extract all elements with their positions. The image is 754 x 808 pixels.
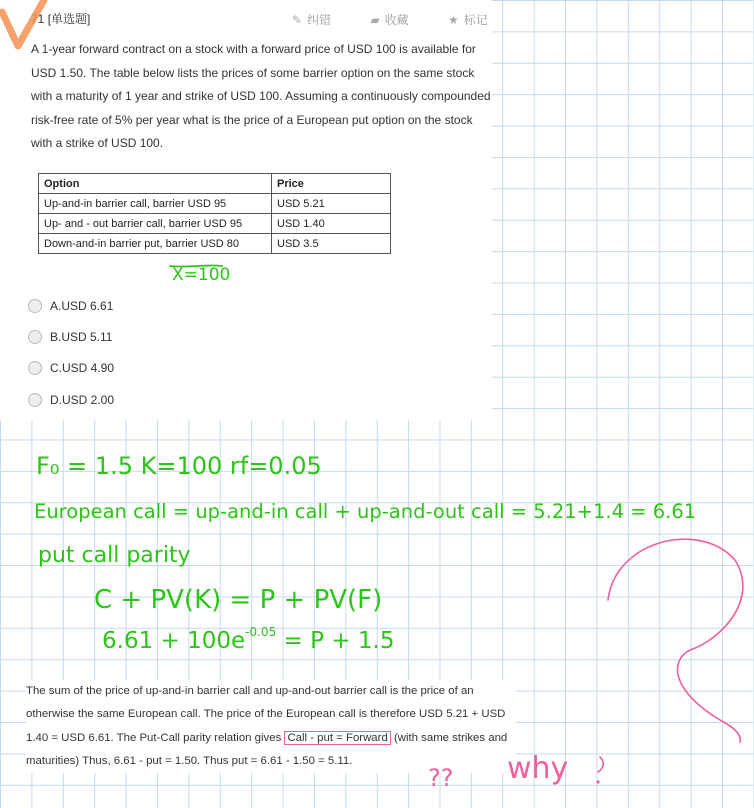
radio-button[interactable] [28,330,42,344]
table-cell: Down-and-in barrier put, barrier USD 80 [39,234,272,254]
table-row [39,194,391,214]
choice-label: B.USD 5.11 [50,330,113,344]
barrier-option-table [38,173,391,254]
choice-d[interactable] [28,393,114,407]
choice-c[interactable] [28,361,114,375]
double-question-marks: ?? [428,764,454,792]
mark-label: 标记 [463,13,488,27]
explanation-text-end: (with same strikes and maturities) Thus, 6.61 - put = 1.50. Thus put = 6.61 - 1.50 = 5.11. [26,731,508,767]
why-note: why [507,751,569,786]
radio-button[interactable] [28,361,42,375]
hand-line-5a: 6.61 + 100e [102,628,246,654]
hand-line-5c: = P + 1.5 [276,628,395,654]
hand-line-4: C + PV(K) = P + PV(F) [94,585,383,615]
bookmark-icon: ▰ [370,13,380,27]
table-cell: USD 1.40 [272,214,391,234]
table-cell: USD 3.5 [272,234,391,254]
choice-label: C.USD 4.90 [50,361,115,375]
why-question-dot [596,780,599,783]
table-row [39,234,391,254]
pencil-icon: ✎ [292,13,303,27]
table-header-row [39,174,391,194]
hand-line-5 [102,625,394,654]
question-text: A 1-year forward contract on a stock with a forward price of USD 100 is available for USD 1.50. The table below lists the prices of some barrier option on the same stock with a maturity of 1 year and strike of USD 100. Assuming a continuously compounded risk-free rate of 5% per year what is the price of a European put option on the stock with a strike of USD 100. [31,42,491,150]
question-number: 71 [31,12,45,26]
star-icon: ★ [448,13,459,27]
column-header-price: Price [272,174,391,194]
choice-a[interactable] [28,299,113,313]
question-type: [单选题] [47,12,91,26]
highlighted-formula: Call - put = Forward [284,731,390,745]
hand-line-2: European call = up-and-in call + up-and-out call = 5.21+1.4 = 6.61 [34,500,697,523]
hand-line-1: F₀ = 1.5 K=100 rf=0.05 [36,452,322,480]
strike-note: X=100 [172,265,231,285]
why-question-mark [598,757,603,772]
radio-button[interactable] [28,299,42,313]
explanation-text: The sum of the price of up-and-in barrier call and up-and-out barrier call is the price of an otherwise the same European call. The price of the European call is therefore USD 5.21 + USD 1.40 = USD 6.61. The Put-Call parity relation gives [26,685,506,744]
choice-label: D.USD 2.00 [50,393,115,407]
correct-label: 纠错 [307,13,332,27]
table-cell: Up-and-in barrier call, barrier USD 95 [39,194,272,214]
favorite-label: 收藏 [384,13,409,27]
correct-button[interactable] [292,13,349,27]
table-cell: USD 5.21 [272,194,391,214]
answer-explanation [26,680,516,773]
choice-label: A.USD 6.61 [50,299,114,313]
radio-button[interactable] [28,393,42,407]
table-cell: Up- and - out barrier call, barrier USD 95 [39,214,272,234]
hand-line-3: put call parity [38,543,191,568]
mark-button[interactable] [448,13,506,27]
table-row [39,214,391,234]
column-header-option: Option [39,174,272,194]
question-header [31,10,90,27]
hand-line-5b: -0.05 [245,625,277,639]
big-question-mark [608,539,743,742]
choice-b[interactable] [28,330,112,344]
favorite-button[interactable] [370,13,426,27]
question-toolbar [292,11,524,28]
